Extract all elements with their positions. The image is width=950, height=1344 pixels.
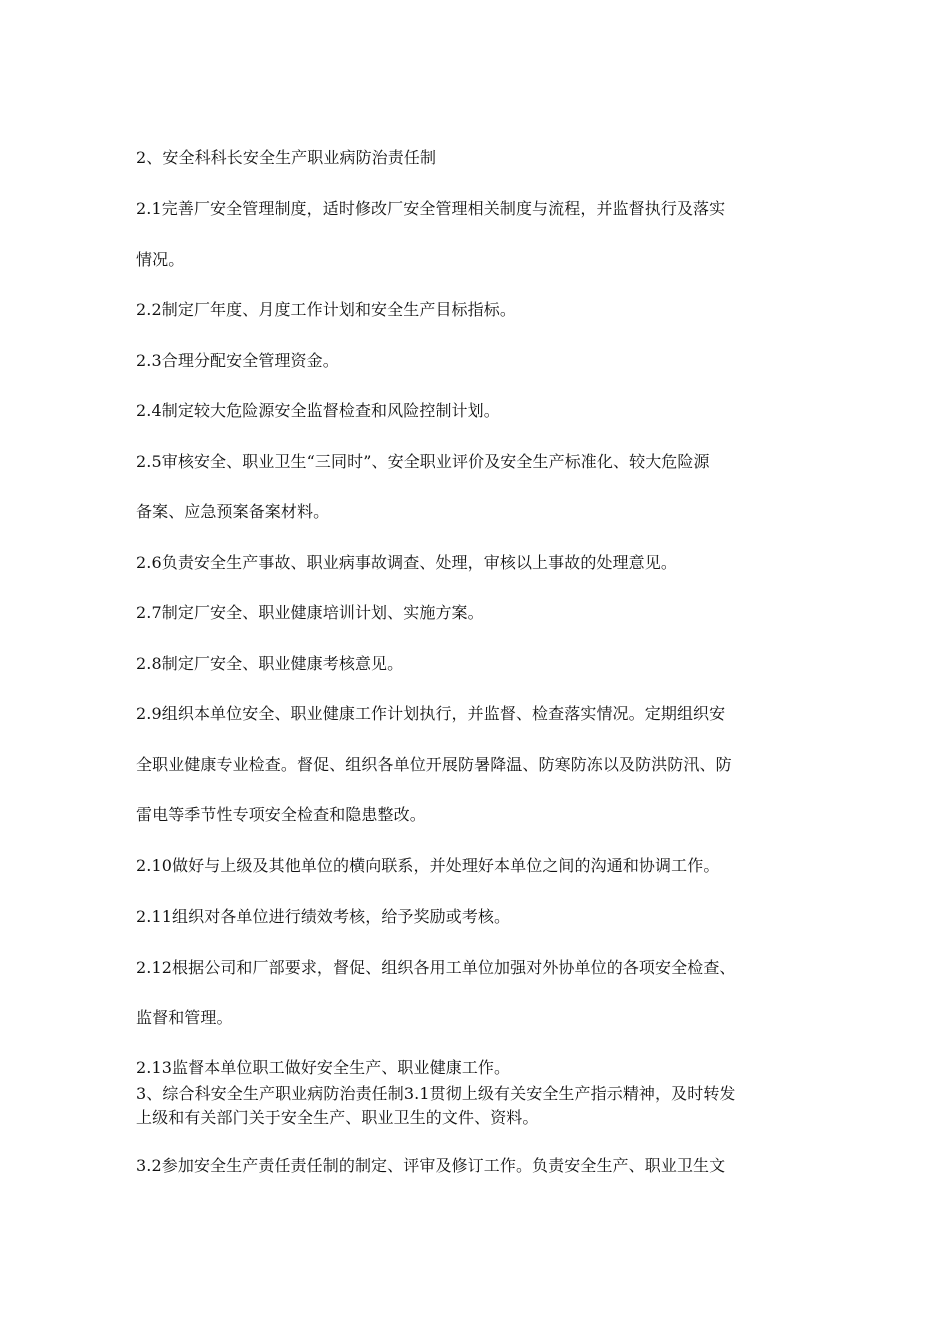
paragraph-line: 2.1完善厂安全管理制度，适时修改厂安全管理相关制度与流程，并监督执行及落实 [136,199,726,218]
paragraph-line: 2.12根据公司和厂部要求，督促、组织各用工单位加强对外协单位的各项安全检查、 [136,958,736,977]
paragraph-line: 2.13监督本单位职工做好安全生产、职业健康工作。 [136,1058,511,1077]
section-2-heading: 2、安全科科长安全生产职业病防治责任制 [136,148,437,167]
paragraph-line: 2.2制定厂年度、月度工作计划和安全生产目标指标。 [136,300,516,319]
paragraph-line: 2.11组织对各单位进行绩效考核，给予奖励或考核。 [136,907,511,926]
paragraph-line: 上级和有关部门关于安全生产、职业卫生的文件、资料。 [136,1108,539,1127]
paragraph-line: 备案、应急预案备案材料。 [136,502,330,521]
paragraph-line: 全职业健康专业检查。督促、组织各单位开展防暑降温、防寒防冻以及防洪防汛、防 [136,755,732,774]
paragraph-line: 2.7制定厂安全、职业健康培训计划、实施方案。 [136,603,484,622]
paragraph-line: 2.3合理分配安全管理资金。 [136,351,339,370]
paragraph-line: 2.10做好与上级及其他单位的横向联系，并处理好本单位之间的沟通和协调工作。 [136,856,720,875]
paragraph-line: 2.9组织本单位安全、职业健康工作计划执行，并监督、检查落实情况。定期组织安 [136,704,726,723]
paragraph-line: 2.6负责安全生产事故、职业病事故调查、处理，审核以上事故的处理意见。 [136,553,677,572]
paragraph-line: 3.2参加安全生产责任责任制的制定、评审及修订工作。负责安全生产、职业卫生文 [136,1156,726,1175]
paragraph-line: 监督和管理。 [136,1008,233,1027]
paragraph-line: 2.5审核安全、职业卫生“三同时”、安全职业评价及安全生产标准化、较大危险源 [136,452,710,471]
paragraph-line: 雷电等季节性专项安全检查和隐患整改。 [136,805,426,824]
paragraph-line: 2.4制定较大危险源安全监督检查和风险控制计划。 [136,401,500,420]
section-3-heading: 3、综合科安全生产职业病防治责任制3.1贯彻上级有关安全生产指示精神，及时转发 [136,1084,736,1103]
paragraph-line: 2.8制定厂安全、职业健康考核意见。 [136,654,404,673]
paragraph-line: 情况。 [136,250,185,269]
